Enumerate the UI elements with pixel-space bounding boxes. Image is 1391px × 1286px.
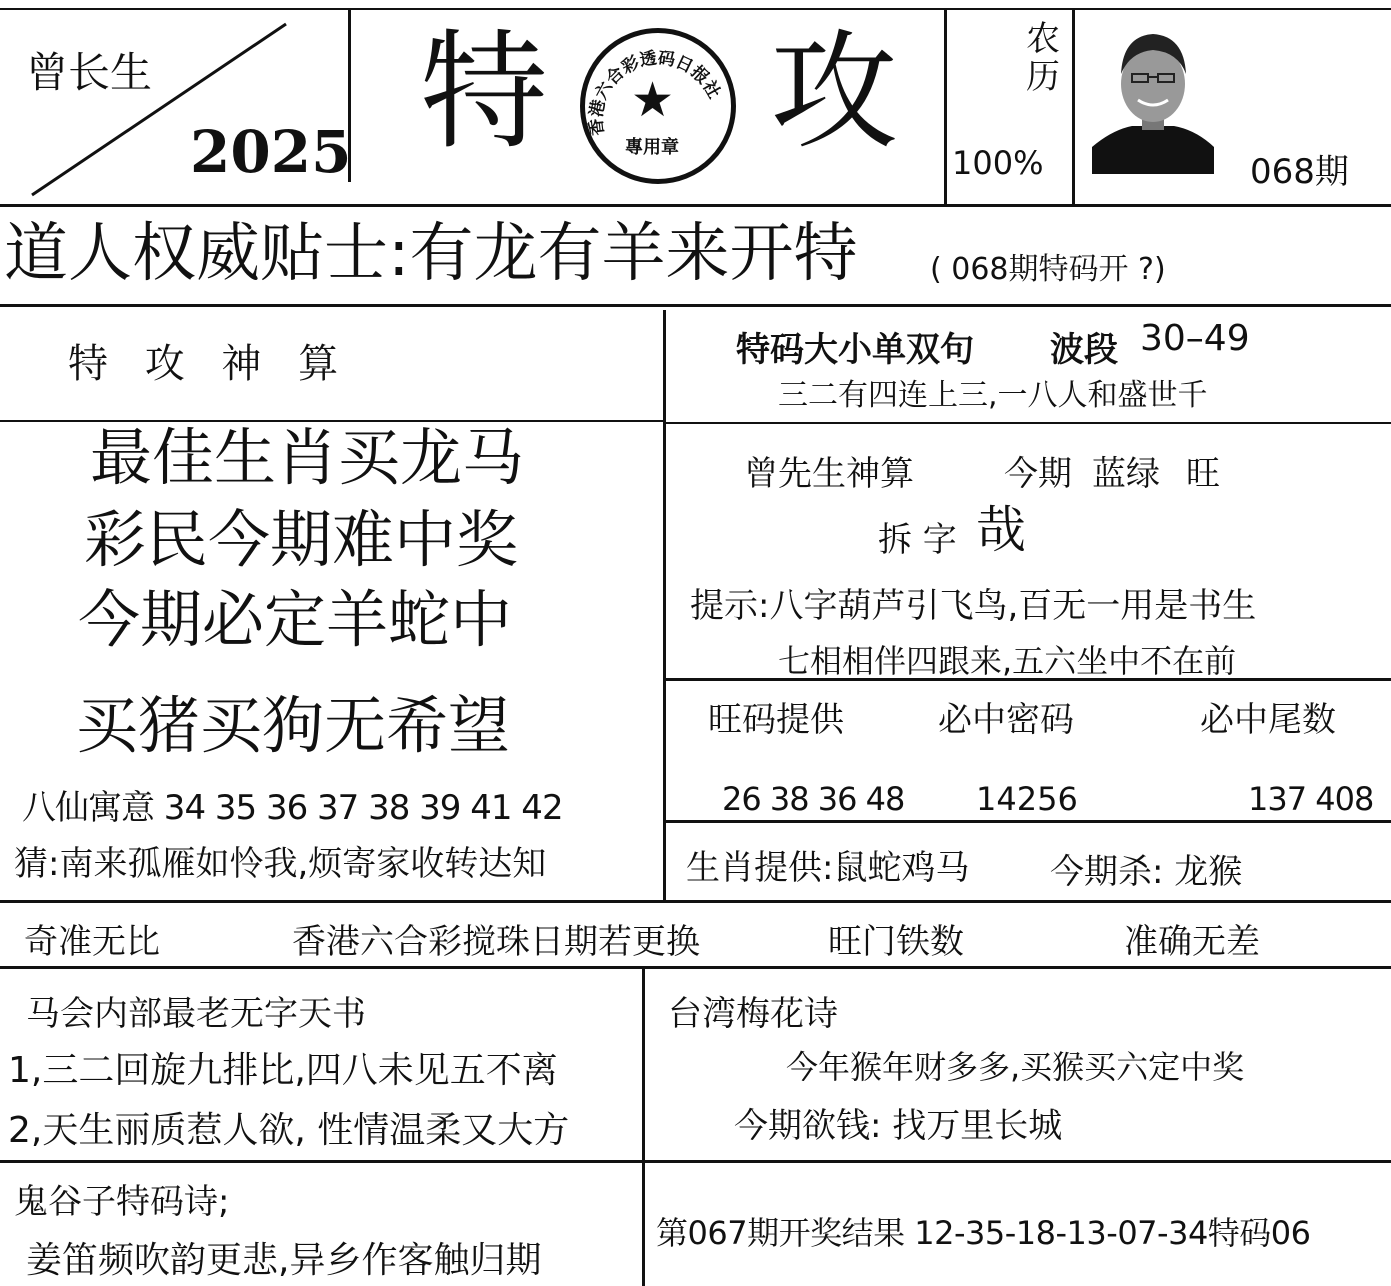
wang-label: 旺 — [1186, 454, 1220, 494]
guiguzi-title: 鬼谷子特码诗; — [14, 1182, 230, 1222]
tip-note: ( 068期特码开 ?) — [930, 252, 1166, 287]
section-title: 特 攻 神 算 — [68, 341, 339, 387]
issue-number: 068期 — [1250, 152, 1349, 192]
bottom-divider — [642, 968, 645, 1286]
draw-result: 第067期开奖结果 12-35-18-13-07-34特码06 — [656, 1214, 1311, 1252]
zeng-label: 曾先生神算 — [744, 454, 914, 494]
header-divider-3 — [1072, 10, 1075, 206]
banner-top-line — [0, 900, 1391, 903]
prediction-line-4: 买猪买狗无希望 — [76, 689, 511, 762]
tianshu-line-1: 1,三二回旋九排比,四八未见五不离 — [8, 1050, 558, 1091]
accuracy-label: 100% — [952, 144, 1044, 182]
seal-sub-text: 專用章 — [625, 137, 679, 158]
header-divider-2 — [944, 10, 947, 206]
author-photo — [1092, 22, 1214, 174]
chaizi-value: 哉 — [976, 501, 1026, 559]
guess-text: 猜:南来孤雁如怜我,烦寄家收转达知 — [14, 844, 547, 884]
prediction-line-1: 最佳生肖买龙马 — [90, 421, 525, 494]
prediction-line-2: 彩民今期难中奖 — [84, 503, 519, 576]
col1-value: 26 38 36 48 — [722, 780, 905, 818]
hint-line-2: 七相相伴四跟来,五六坐中不在前 — [778, 642, 1237, 680]
shengxiao-text: 生肖提供:鼠蛇鸡马 — [686, 848, 970, 888]
hint-line-1: 提示:八字葫芦引飞鸟,百无一用是书生 — [690, 586, 1257, 626]
jinqi-label: 今期 — [1004, 454, 1072, 494]
bottom-mid-line — [0, 1160, 1391, 1163]
right-line-1 — [666, 422, 1391, 424]
tip-bottom-line — [0, 304, 1391, 307]
banner-bottom-line — [0, 966, 1391, 969]
top-border — [0, 8, 1391, 10]
meihua-title: 台湾梅花诗 — [668, 994, 838, 1034]
mid-divider — [663, 310, 666, 900]
tip-text: 道人权威贴士:有龙有羊来开特 — [4, 217, 858, 291]
col2-label: 必中密码 — [938, 700, 1074, 740]
title-right-char: 攻 — [770, 18, 899, 167]
col3-label: 必中尾数 — [1200, 700, 1336, 740]
header-bottom-line — [0, 204, 1391, 207]
right-line-3 — [666, 820, 1391, 823]
kill-text: 今期杀: 龙猴 — [1050, 852, 1243, 892]
year-label: 2025 — [190, 118, 352, 186]
tianshu-line-2: 2,天生丽质惹人欲, 性情温柔又大方 — [8, 1110, 570, 1151]
tianshu-title: 马会内部最老无字天书 — [26, 994, 366, 1034]
banner-a: 奇准无比 — [24, 922, 160, 962]
banner-c: 旺门铁数 — [828, 922, 964, 962]
banner-d: 准确无差 — [1124, 922, 1260, 962]
col2-value: 14256 — [976, 780, 1078, 818]
prediction-line-3: 今期必定羊蛇中 — [78, 583, 513, 656]
seal-arc-text: 香港六合彩透码日报社 — [586, 48, 724, 137]
baxian-text: 八仙寓意 34 35 36 37 38 39 41 42 — [22, 788, 563, 828]
title-left-char: 特 — [420, 18, 549, 167]
col1-label: 旺码提供 — [708, 700, 844, 740]
author-name: 曾长生 — [26, 48, 153, 97]
boduan-label: 波段 — [1050, 330, 1118, 370]
meihua-line-1: 今年猴年财多多,买猴买六定中奖 — [786, 1048, 1245, 1086]
star-icon: ★ — [631, 72, 675, 128]
meihua-line-2: 今期欲钱: 找万里长城 — [734, 1106, 1063, 1146]
banner-b: 香港六合彩搅珠日期若更换 — [292, 922, 700, 962]
guiguzi-line: 姜笛频吹韵更悲,异乡作客触归期 — [26, 1240, 542, 1281]
chaizi-label: 拆 字 — [878, 520, 957, 560]
tema-title: 特码大小单双句 — [736, 330, 974, 370]
tema-poem: 三二有四连上三,一八人和盛世千 — [778, 378, 1208, 413]
boduan-value: 30–49 — [1140, 318, 1250, 359]
col3-value: 137 408 — [1248, 780, 1374, 818]
jinqi-value: 蓝绿 — [1092, 454, 1160, 494]
lunar-label: 农历 — [1026, 19, 1060, 97]
official-seal — [580, 28, 736, 184]
